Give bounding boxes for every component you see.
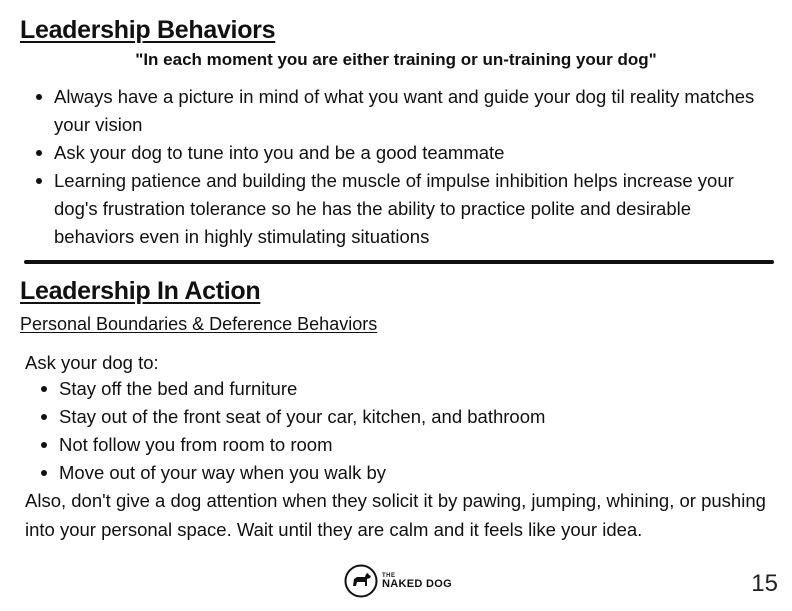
list-item: Ask your dog to tune into you and be a good teammate <box>54 139 764 167</box>
list-item: Stay out of the front seat of your car, kitchen, and bathroom <box>59 403 759 431</box>
behaviors-list <box>54 83 764 251</box>
logo <box>344 564 452 598</box>
logo-text-small: THE <box>382 572 396 579</box>
quote: "In each moment you are either training or un-training your dog" <box>135 50 657 69</box>
page-number: 15 <box>751 570 778 597</box>
list-item: Always have a picture in mind of what you want and guide your dog til reality matches your vision <box>54 83 764 139</box>
section-title-leadership-behaviors: Leadership Behaviors <box>20 16 276 44</box>
list-item: Stay off the bed and furniture <box>59 375 759 403</box>
dog-logo-icon <box>344 564 378 598</box>
section-title-leadership-in-action: Leadership In Action <box>20 277 261 305</box>
list-item: Learning patience and building the muscle of impulse inhibition helps increase your dog's frustration tolerance so he has the ability to practice polite and desirable behaviors even in highly stimulating situations <box>54 167 764 251</box>
list-item: Move out of your way when you walk by <box>59 459 759 487</box>
note-paragraph: Also, don't give a dog attention when they solicit it by pawing, jumping, whining, or pushing into your personal space. Wait until they are calm and it feels like your idea. <box>25 490 766 540</box>
intro-text: Ask your dog to: <box>25 352 159 373</box>
section-divider <box>24 260 774 264</box>
list-item: Not follow you from room to room <box>59 431 759 459</box>
section-subtitle: Personal Boundaries & Deference Behaviors <box>20 314 378 334</box>
logo-text: NAKED DOG <box>382 577 452 590</box>
action-list <box>59 375 759 487</box>
